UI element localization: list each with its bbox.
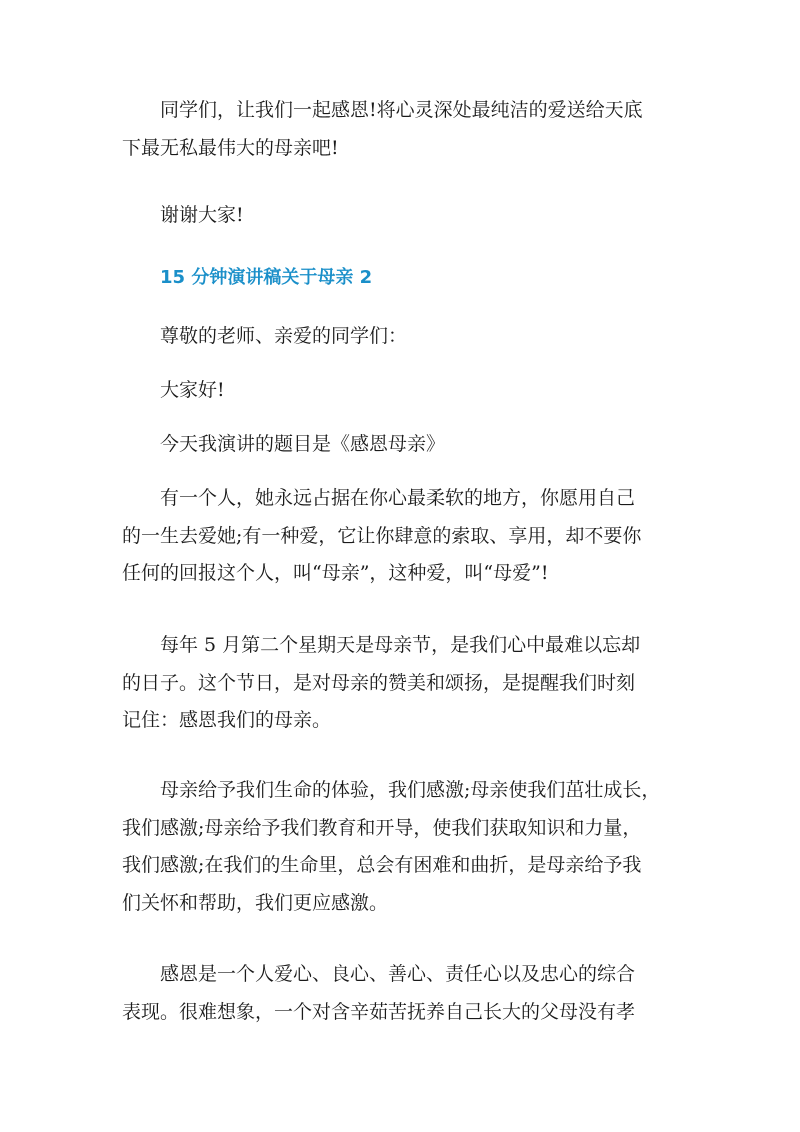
text-line: 母亲给予我们生命的体验，我们感激;母亲使我们茁壮成长， [160,779,661,801]
paragraph-mothers-day [122,627,670,740]
text-line: 表现。很难想象，一个对含辛茹苦抚养自己长大的父母没有孝 [122,1000,636,1023]
text-line: 有一个人，她永远占据在你心最柔软的地方，你愿用自己 [160,487,636,509]
text-line: 尊敬的老师、亲爱的同学们： [160,325,408,347]
text-line: 们关怀和帮助，我们更应感激。 [122,891,389,914]
paragraph-thankfulness-definition [122,956,670,1031]
paragraph-gratitude [122,772,670,922]
paragraph-closing-appeal [122,92,670,167]
text-line: 我们感激;母亲给予我们教育和开导，使我们获取知识和力量， [122,816,642,839]
paragraph-topic [122,426,670,464]
paragraph-salutation [122,318,670,356]
text-line: 今天我演讲的题目是《感恩母亲》 [160,433,446,455]
text-line: 大家好! [160,379,225,401]
text-line: 同学们，让我们一起感恩!将心灵深处最纯洁的爱送给天底 [160,99,643,121]
paragraph-mother-love [122,480,670,593]
section-heading: 15 分钟演讲稿关于母亲 2 [160,267,373,288]
text-line: 感恩是一个人爱心、良心、善心、责任心以及忠心的综合 [160,963,636,985]
text-line: 任何的回报这个人，叫“母亲”，这种爱，叫“母爱”! [122,562,549,584]
text-line: 每年 5 月第二个星期天是母亲节，是我们心中最难以忘却 [160,634,641,656]
text-line: 的一生去爱她;有一种爱，它让你肆意的索取、享用，却不要你 [122,524,642,547]
text-line: 的日子。这个节日，是对母亲的赞美和颂扬，是提醒我们时刻 [122,671,636,694]
text-line: 我们感激;在我们的生命里，总会有困难和曲折，是母亲给予我 [122,854,642,876]
text-line: 谢谢大家! [160,204,244,226]
text-line: 记住：感恩我们的母亲。 [122,709,332,731]
text-line: 下最无私最伟大的母亲吧! [122,136,339,159]
paragraph-thanks [122,197,670,235]
paragraph-greeting [122,372,670,410]
